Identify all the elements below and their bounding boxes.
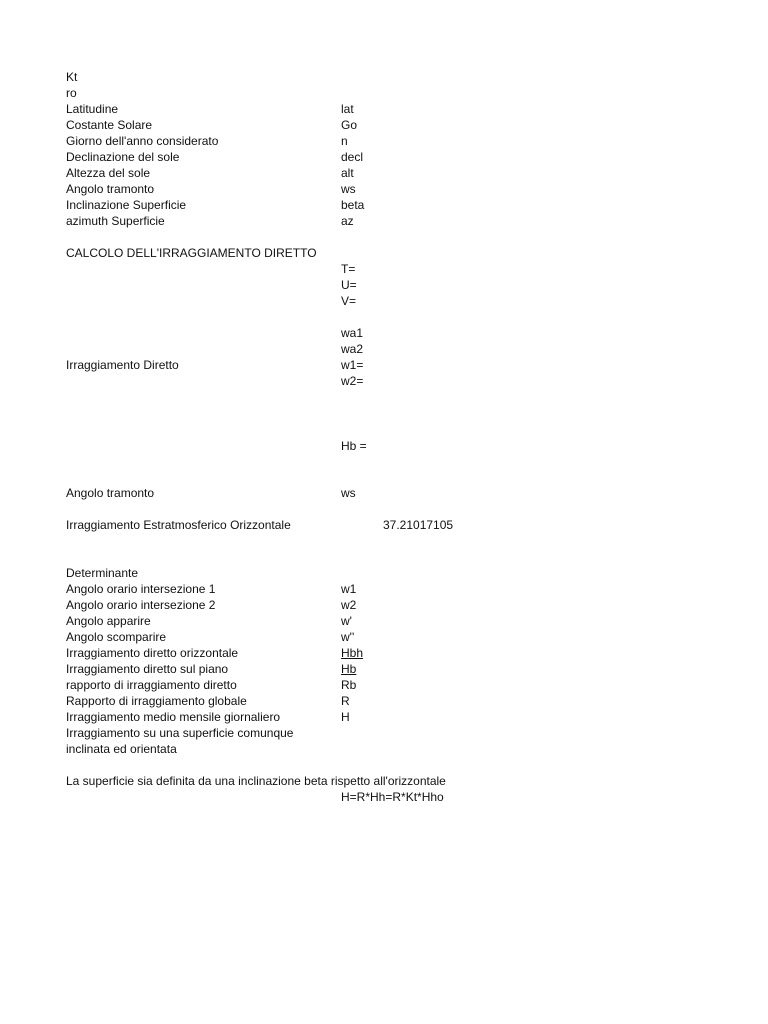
var-wa1: wa1: [341, 326, 364, 340]
symbol-alt: alt: [341, 166, 354, 180]
label-angolo-tramonto: Angolo tramonto: [66, 182, 155, 196]
var-w1: w1=: [341, 358, 364, 372]
label-altezza: Altezza del sole: [66, 166, 151, 180]
label-angolo-apparire: Angolo apparire: [66, 614, 151, 628]
symbol-lat: lat: [341, 102, 354, 116]
label-costante-solare: Costante Solare: [66, 118, 153, 132]
label-intersezione-1: Angolo orario intersezione 1: [66, 582, 216, 596]
symbol-az: az: [341, 214, 354, 228]
label-superficie-1: Irraggiamento su una superficie comunque: [66, 726, 294, 740]
label-angolo-tramonto-2: Angolo tramonto: [66, 486, 155, 500]
label-superficie-2: inclinata ed orientata: [66, 742, 177, 756]
symbol-beta: beta: [341, 198, 365, 212]
label-diretto-piano: Irraggiamento diretto sul piano: [66, 662, 229, 676]
symbol-n: n: [341, 134, 348, 148]
symbol-rb: Rb: [341, 678, 357, 692]
var-v: V=: [341, 294, 357, 308]
footer-line: La superficie sia definita da una inclinazione beta rispetto all'orizzontale: [66, 774, 446, 788]
label-latitudine: Latitudine: [66, 102, 119, 116]
symbol-decl: decl: [341, 150, 364, 164]
symbol-ws-2: ws: [341, 486, 356, 500]
label-inclinazione: Inclinazione Superficie: [66, 198, 187, 212]
section-heading-determinante: Determinante: [66, 566, 139, 580]
var-wa2: wa2: [341, 342, 364, 356]
label-rapporto-globale: Rapporto di irraggiamento globale: [66, 694, 247, 708]
label-diretto-orizzontale: Irraggiamento diretto orizzontale: [66, 646, 239, 660]
label-ro: ro: [66, 86, 77, 100]
label-giorno: Giorno dell'anno considerato: [66, 134, 219, 148]
symbol-w1: w1: [341, 582, 357, 596]
label-irraggiamento-diretto: Irraggiamento Diretto: [66, 358, 179, 372]
var-w2: w2=: [341, 374, 364, 388]
symbol-ws: ws: [341, 182, 356, 196]
symbol-go: Go: [341, 118, 358, 132]
var-hb: Hb =: [341, 439, 367, 453]
label-medio-mensile: Irraggiamento medio mensile giornaliero: [66, 710, 281, 724]
symbol-w-prime: w': [341, 614, 352, 628]
value-estratmosferico: 37.21017105: [383, 518, 454, 532]
label-intersezione-2: Angolo orario intersezione 2: [66, 598, 216, 612]
label-estratmosferico: Irraggiamento Estratmosferico Orizzontale: [66, 518, 291, 532]
label-azimuth: azimuth Superficie: [66, 214, 165, 228]
section-heading-calcolo: CALCOLO DELL'IRRAGGIAMENTO DIRETTO: [66, 246, 317, 260]
label-angolo-scomparire: Angolo scomparire: [66, 630, 167, 644]
label-kt: Kt: [66, 70, 78, 84]
label-declinazione: Declinazione del sole: [66, 150, 180, 164]
symbol-w-double-prime: w'': [341, 630, 355, 644]
symbol-h: H: [341, 710, 350, 724]
symbol-w2: w2: [341, 598, 357, 612]
var-t: T=: [341, 262, 356, 276]
label-rapporto-diretto: rapporto di irraggiamento diretto: [66, 678, 237, 692]
symbol-hb: Hb: [341, 662, 357, 676]
footer-formula: H=R*Hh=R*Kt*Hho: [341, 790, 444, 804]
symbol-r: R: [341, 694, 350, 708]
var-u: U=: [341, 278, 357, 292]
symbol-hbh: Hbh: [341, 646, 364, 660]
